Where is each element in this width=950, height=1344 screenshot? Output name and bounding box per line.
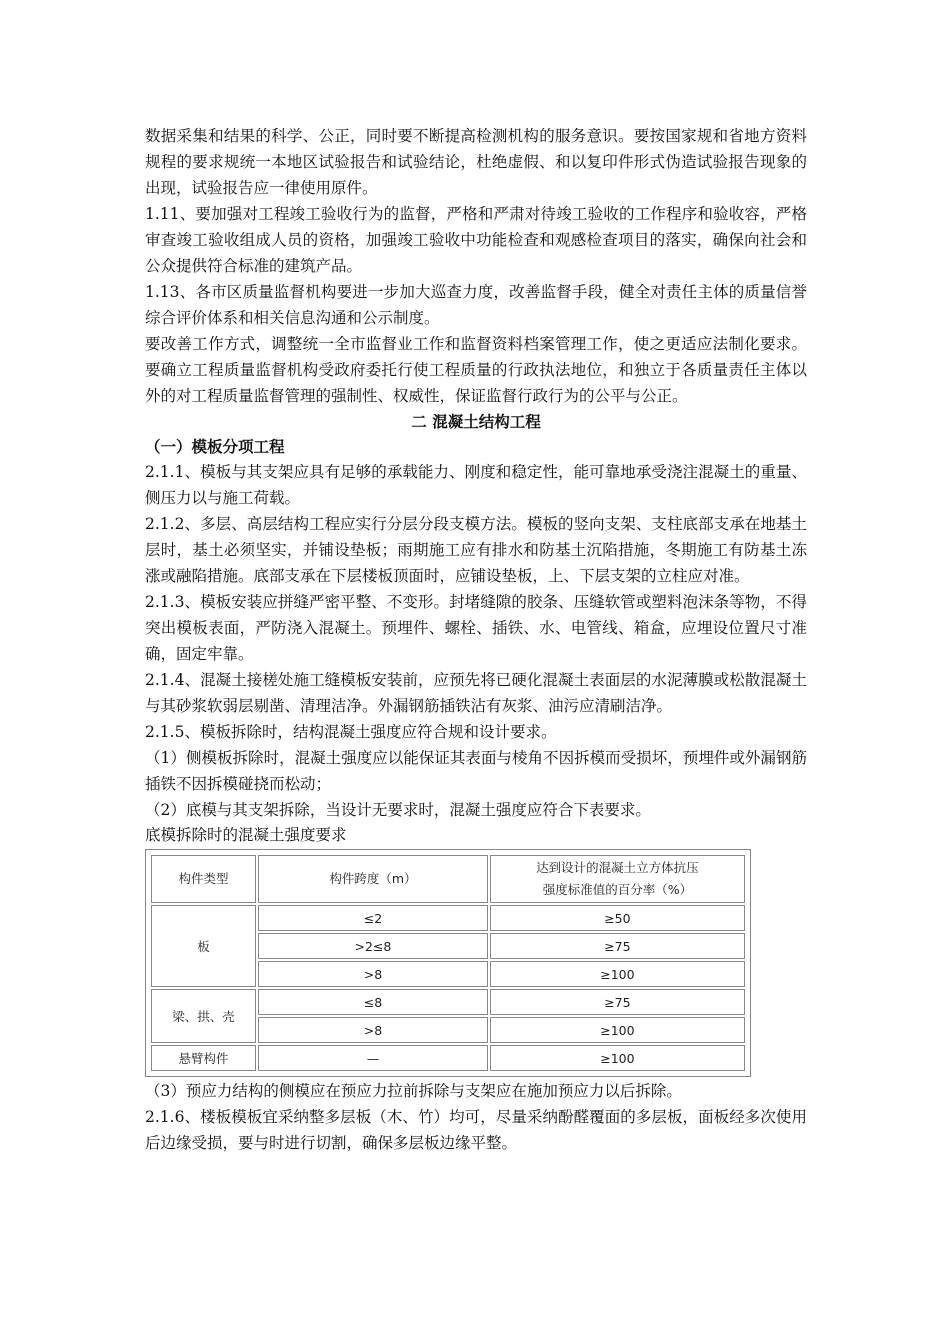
cell-strength: ≥75 [490,933,745,959]
cell-strength: ≥100 [490,1017,745,1043]
paragraph: 要改善工作方式，调整统一全市监督业工作和监督资料档案管理工作，使之更适应法制化要求。要确立工程质量监督机构受政府委托行使工程质量的行政执法地位，和独立于各质量责任主体以外的对工程质量监督管理的强制性、权威性，保证监督行政行为的公平与公正。 [145,335,807,405]
cell-strength: ≥50 [490,905,745,931]
cell-strength: ≥100 [490,1045,745,1071]
section-title: 二 混凝土结构工程 [411,413,541,431]
cell-span: >2≤8 [258,933,488,959]
cell-span: ≤2 [258,905,488,931]
paragraph-1-11: 1.11、要加强对工程竣工验收行为的监督，严格和严肃对待竣工验收的工作程序和验收容，严格审查竣工验收组成人员的资格，加强竣工验收中功能检查和观感检查项目的落实，确保向社会和公众提供符合标准的建筑产品。 [145,205,807,275]
paragraph-2-1-4: 2.1.4、混凝土接槎处施工缝模板安装前，应预先将已硬化混凝土表面层的水泥薄膜或松散混凝土与其砂浆软弱层剔凿、清理洁净。外漏钢筋插铁沾有灰浆、油污应清刷洁净。 [145,671,807,715]
header-cell-type: 构件类型 [151,855,256,903]
cell-strength: ≥75 [490,989,745,1015]
header-line-2: 强度标准值的百分率（%） [542,882,693,897]
paragraph-2-1-5: 2.1.5、模板拆除时，结构混凝土强度应符合规和设计要求。 [145,723,557,741]
header-cell-span: 构件跨度（m） [258,855,488,903]
paragraph: 数据采集和结果的科学、公正，同时要不断提高检测机构的服务意识。要按国家规和省地方资料规程的要求规统一本地区试验报告和试验结论，杜绝虚假、和以复印件形式伪造试验报告现象的出现，试验报告应一律使用原件。 [145,127,807,197]
document-body [145,123,807,1156]
paragraph-2-1-6: 2.1.6、楼板模板宜采纳整多层板（木、竹）均可，尽量采纳酚醛覆面的多层板，面板经多次使用后边缘受损，要与时进行切割，确保多层板边缘平整。 [145,1108,807,1152]
cell-span: — [258,1045,488,1071]
paragraph-2-1-2: 2.1.2、多层、高层结构工程应实行分层分段支模方法。模板的竖向支架、支柱底部支承在地基土层时，基土必须坚实，并铺设垫板；雨期施工应有排水和防基土沉陷措施，冬期施工有防基土冻涨或融陷措施。底部支承在下层楼板顶面时，应铺设垫板，上、下层支架的立柱应对准。 [145,515,807,585]
table-row [151,905,745,931]
cell-span: >8 [258,961,488,987]
strength-table [149,853,747,1073]
header-line-1: 达到设计的混凝土立方体抗压 [536,860,699,875]
header-cell-strength [490,855,745,903]
table-row [151,1045,745,1071]
cell-type: 板 [151,905,256,987]
cell-span: ≤8 [258,989,488,1015]
table-header-row [151,855,745,903]
cell-strength: ≥100 [490,961,745,987]
subsection-title: （一）模板分项工程 [145,438,285,456]
list-item-2: （2）底模与其支架拆除，当设计无要求时，混凝土强度应符合下表要求。 [145,801,651,819]
cell-span: >8 [258,1017,488,1043]
cell-type: 梁、拱、壳 [151,989,256,1043]
table-caption: 底模拆除时的混凝土强度要求 [145,826,347,844]
list-item-3: （3）预应力结构的侧模应在预应力拉前拆除与支架应在施加预应力以后拆除。 [145,1082,682,1100]
table-row [151,989,745,1015]
cell-type: 悬臂构件 [151,1045,256,1071]
paragraph-2-1-1: 2.1.1、模板与其支架应具有足够的承载能力、刚度和稳定性，能可靠地承受浇注混凝土的重量、侧压力以与施工荷载。 [145,463,807,507]
paragraph-1-13: 1.13、各市区质量监督机构要进一步加大巡查力度，改善监督手段，健全对责任主体的质量信誉综合评价体系和相关信息沟通和公示制度。 [145,283,807,327]
paragraph-2-1-3: 2.1.3、模板安装应拼缝严密平整、不变形。封堵缝隙的胶条、压缝软管或塑料泡沫条等物，不得突出模板表面，严防浇入混凝土。预埋件、螺栓、插铁、水、电管线、箱盒，应埋设位置尺寸准确，固定牢靠。 [145,593,807,663]
strength-table-frame [145,849,751,1077]
list-item-1: （1）侧模板拆除时，混凝土强度应以能保证其表面与棱角不因拆模而受损坏，预埋件或外漏钢筋插铁不因拆模碰挠而松动； [145,749,807,793]
